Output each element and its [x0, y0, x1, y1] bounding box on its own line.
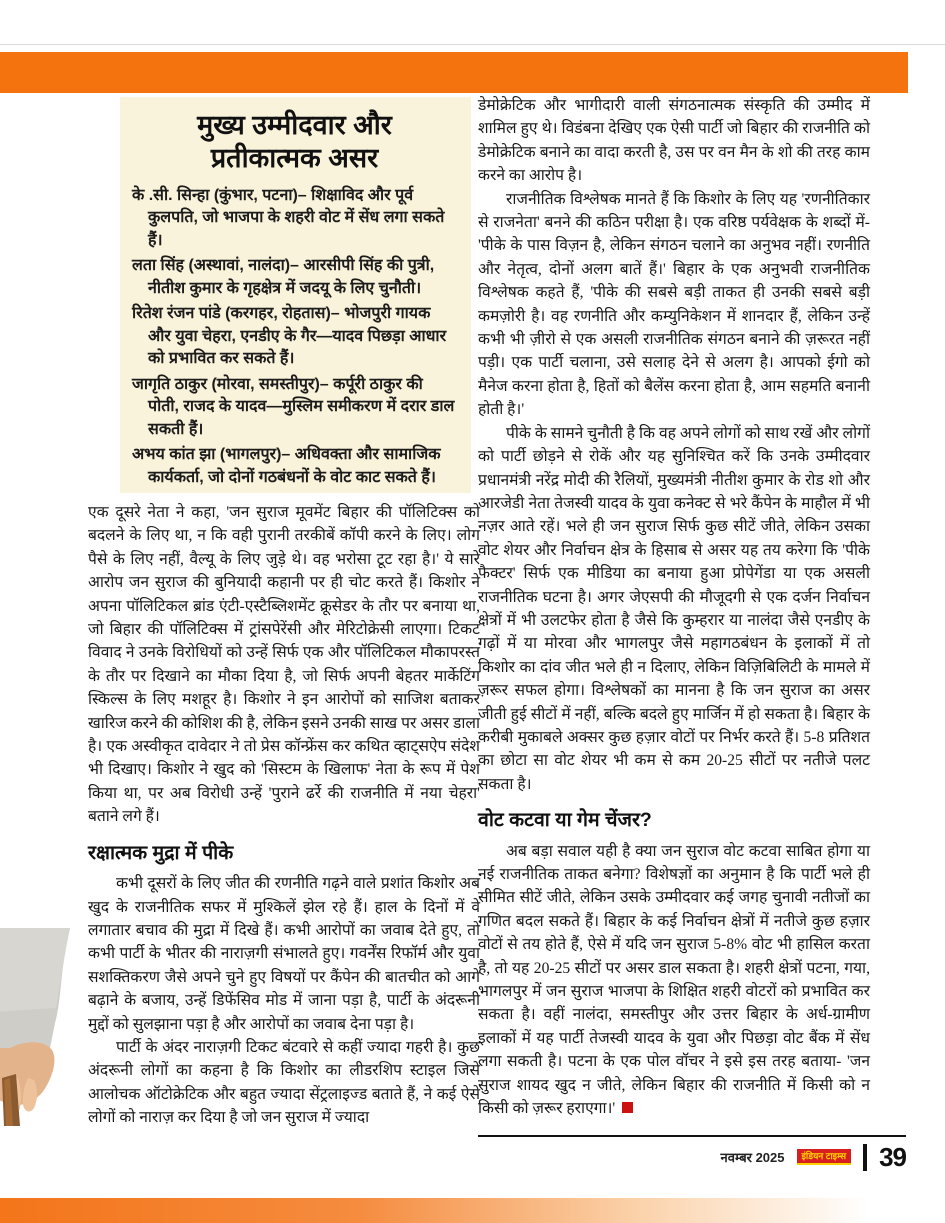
- footer: [478, 1140, 906, 1174]
- body-paragraph: राजनीतिक विश्लेषक मानते हैं कि किशोर के लिए यह 'रणनीतिकार से राजनेता' बनने की कठिन परीक्षा है। एक वरिष्ठ पर्यवेक्षक के शब्दों में- 'पीके के पास विज़न है, लेकिन संगठन चलाने का अनुभव नहीं। रणनीति और नेतृत्व, दोनों अलग बातें हैं।' बिहार के एक अनुभवी राजनीतिक विश्लेषक कहते हैं, 'पीके की सबसे बड़ी ताकत ही उनकी सबसे बड़ी कमज़ोरी है। वह रणनीति और कम्युनिकेशन में शानदार हैं, लेकिन उन्हें कभी भी ज़ीरो से एक असली राजनीतिक संगठन बनाने की ज़रूरत नहीं पड़ी। एक पार्टी चलाना, उसे सलाह देने से अलग है। आपको ईगो को मैनेज करना होता है, हितों को बैलेंस करना होता है, आम सहमति बनानी होती है।': [478, 190, 870, 419]
- body-paragraph: अब बड़ा सवाल यही है क्या जन सुराज वोट कटवा साबित होगा या नई राजनीतिक ताकत बनेगा? विशेषज्ञों का अनुमान है कि पार्टी भले ही सीमित सीटें जीते, लेकिन उसके उम्मीदवार कई जगह चुनावी नतीजों का गणित बदल सकते हैं। बिहार के कई निर्वाचन क्षेत्रों में नतीजे कुछ हज़ार वोटों से तय होते हैं, ऐसे में यदि जन सुराज 5-8% वोट भी हासिल करता है, तो यह 20-25 सीटों पर असर डाल सकता है। शहरी क्षेत्रों पटना, गया, भागलपुर में जन सुराज भाजपा के शिक्षित शहरी वोटरों को प्रभावित कर सकता है। वहीं नालंदा, समस्तीपुर और उत्तर बिहार के अर्ध-ग्रामीण इलाकों में यह पार्टी तेजस्वी यादव के युवा और पिछड़ा वोट बैंक में सेंध लगा सकती है। पटना के एक पोल वॉचर ने इसे इस तरह बताया- 'जन सुराज शायद खुद न जीते, लेकिन बिहार की राजनीति में किसी को न किसी को ज़रूर हराएगा।': [478, 842, 870, 1118]
- top-orange-bar: [0, 52, 908, 93]
- candidate-desc: कर्पूरी ठाकुर की पोती, राजद के यादव—मुस्लिम समीकरण में दरार डाल सकती हैं।: [148, 375, 455, 438]
- page-top-rule: [0, 44, 945, 45]
- footer-date: नवम्बर 2025: [720, 1150, 785, 1165]
- body-paragraph: एक दूसरे नेता ने कहा, 'जन सुराज मूवमेंट बिहार की पॉलिटिक्स को बदलने के लिए था, न कि वही पुरानी तरकीबें कॉपी करने के लिए। लोग पैसे के लिए नहीं, वैल्यू के लिए जुड़े थे। वह भरोसा टूट रहा है।' ये सारे आरोप जन सुराज की बुनियादी कहानी पर ही चोट करते हैं। किशोर ने अपना पॉलिटिकल ब्रांड एंटी-एस्टैब्लिशमेंट क्रूसेडर के तौर पर बनाया था, जो बिहार की पॉलिटिक्स में ट्रांसपेरेंसी और मेरिटोक्रेसी लाएगा। टिकट विवाद ने उनके विरोधियों को उन्हें सिर्फ एक और पॉलिटिकल मौकापरस्त के तौर पर दिखाने का मौका दिया है, जो सिर्फ अपनी बेहतर मार्केटिंग स्किल्स के लिए मशहूर है। किशोर ने इन आरोपों को साजिश बताकर खारिज करने की कोशिश की है, लेकिन इसने उनकी साख पर असर डाला है। एक अस्वीकृत दावेदार ने तो प्रेस कॉन्फ्रेंस कर कथित व्हाट्सऐप संदेश भी दिखाए। किशोर ने खुद को 'सिस्टम के खिलाफ' नेता के रूप में पेश किया था, पर अब विरोधी उन्हें 'पुराने ढर्रे की राजनीति में नया चेहरा' बताने लगे हैं।: [88, 504, 480, 826]
- candidate-name: जागृति ठाकुर (मोरवा, समस्तीपुर)–: [132, 375, 329, 393]
- candidate-name: अभय कांत झा (भागलपुर)–: [132, 446, 291, 464]
- section-heading-vote-katva: वोट कटवा या गेम चेंजर?: [478, 809, 652, 832]
- candidate-desc: शिक्षाविद और पूर्व कुलपति, जो भाजपा के शहरी वोट में सेंध लगा सकते हैं।: [148, 186, 445, 249]
- page-edge-photo: [0, 928, 86, 1126]
- right-text-column: [478, 94, 870, 1120]
- candidate-entry: [132, 185, 457, 253]
- candidate-name: रितेश रंजन पांडे (करगहर, रोहतास)–: [132, 305, 340, 323]
- bottom-gradient-band: [0, 1198, 945, 1223]
- candidate-name: लता सिंह (अस्थावां, नालंदा)–: [132, 257, 299, 275]
- candidate-entry: [132, 444, 457, 489]
- body-paragraph: पीके के सामने चुनौती है कि वह अपने लोगों को साथ रखें और लोगों को पार्टी छोड़ने से रोकें और यह सुनिश्चित करें कि उनके उम्मीदवार प्रधानमंत्री नरेंद्र मोदी की रैलियों, मुख्यमंत्री नीतीश कुमार के रोड शो और आरजेडी नेता तेजस्वी यादव के युवा कनेक्ट से भरे कैंपेन के माहौल में भी नज़र आते रहें। भले ही जन सुराज सिर्फ कुछ सीटें जीते, लेकिन उसका वोट शेयर और निर्वाचन क्षेत्र के हिसाब से असर यह तय करेगा कि 'पीके फैक्टर' सिर्फ एक मीडिया का बनाया हुआ प्रोपेगेंडा या एक असली राजनीतिक घटना है। अगर जेएसपी की मौजूदगी से एक दर्जन निर्वाचन क्षेत्रों में भी उलटफेर होता है जैसे कि कुम्हरार या नालंदा जैसे एनडीए के गढ़ों में या मोरवा और भागलपुर जैसे महागठबंधन के इलाकों में तो किशोर का दांव जीत भले ही न दिलाए, लेकिन विज़िबिलिटी के मामले में ज़रूर सफल होगा। विश्लेषकों का मानना है कि जन सुराज का असर जीती हुई सीटों में नहीं, बल्कि बदले हुए मार्जिन में हो सकता है। बिहार के करीबी मुकाबले अक्सर कुछ हज़ार वोटों पर निर्भर करते हैं। 5-8 प्रतिशत का छोटा सा वोट शेयर भी कम से कम 20-25 सीटों पर नतीजे पलट सकता है।: [478, 424, 870, 793]
- magazine-logo: इंडियन टाइम्स: [797, 1149, 852, 1165]
- article-end-mark: [622, 1102, 633, 1113]
- candidate-desc: आरसीपी सिंह की पुत्री, नीतीश कुमार के गृहक्षेत्र में जदयू के लिए चुनौती।: [148, 257, 435, 297]
- candidates-info-box: [120, 97, 471, 493]
- candidate-entry: [132, 374, 457, 442]
- page-number: 39: [879, 1141, 906, 1172]
- photo-fragment-hand: [0, 928, 86, 1126]
- candidate-entry: [132, 303, 457, 371]
- section-heading-defensive-pk: रक्षात्मक मुद्रा में पीके: [88, 841, 234, 864]
- info-box-title: मुख्य उम्मीदवार और प्रतीकात्मक असर: [197, 110, 392, 173]
- candidate-name: के .सी. सिन्हा (कुंभार, पटना)–: [132, 186, 307, 204]
- candidate-desc: भोजपुरी गायक और युवा चेहरा, एनडीए के गैर—यादव पिछड़ा आधार को प्रभावित कर सकते हैं।: [148, 305, 447, 368]
- footer-rule: [478, 1135, 906, 1137]
- candidate-desc: अधिवक्ता और सामाजिक कार्यकर्ता, जो दोनों गठबंधनों के वोट काट सकते हैं।: [148, 446, 441, 486]
- candidate-entry: [132, 255, 457, 300]
- body-paragraph: पार्टी के अंदर नाराज़गी टिकट बंटवारे से कहीं ज्यादा गहरी है। कुछ अंदरूनी लोगों का कहना है कि किशोर का लीडरशिप स्टाइल जिसे आलोचक ऑटोक्रेटिक और बहुत ज्यादा सेंट्रलाइज्ड बताते हैं, ने कई ऐसे लोगों को नाराज़ कर दिया है जो जन सुराज में ज्यादा: [88, 1038, 480, 1127]
- body-paragraph: कभी दूसरों के लिए जीत की रणनीति गढ़ने वाले प्रशांत किशोर अब खुद के राजनीतिक सफर में मुश्किलें झेल रहे हैं। हाल के दिनों में वे लगातार बचाव की मुद्रा में दिखे हैं। कभी आरोपों का जवाब देते हुए, तो कभी पार्टी के भीतर की नाराज़गी संभालते हुए। गवर्नेंस रिफॉर्म और युवा सशक्तिकरण जैसे अपने चुने हुए विषयों पर कैंपेन की बातचीत को आगे बढ़ाने के बजाय, उन्हें डिफेंसिव मोड में जाना पड़ा है, पार्टी के अंदरूनी मुद्दों को सुलझाना पड़ा है और आरोपों का जवाब देना पड़ा है।: [88, 875, 480, 1033]
- left-text-column: [88, 501, 480, 1130]
- footer-divider: [863, 1144, 867, 1171]
- body-paragraph: डेमोक्रेटिक और भागीदारी वाली संगठनात्मक संस्कृति की उम्मीद में शामिल हुए थे। विडंबना देखिए एक ऐसी पार्टी जो बिहार की राजनीति को डेमोक्रेटिक बनाने का वादा करती है, उस पर वन मैन के शो की तरह काम करने का आरोप है।: [478, 97, 870, 185]
